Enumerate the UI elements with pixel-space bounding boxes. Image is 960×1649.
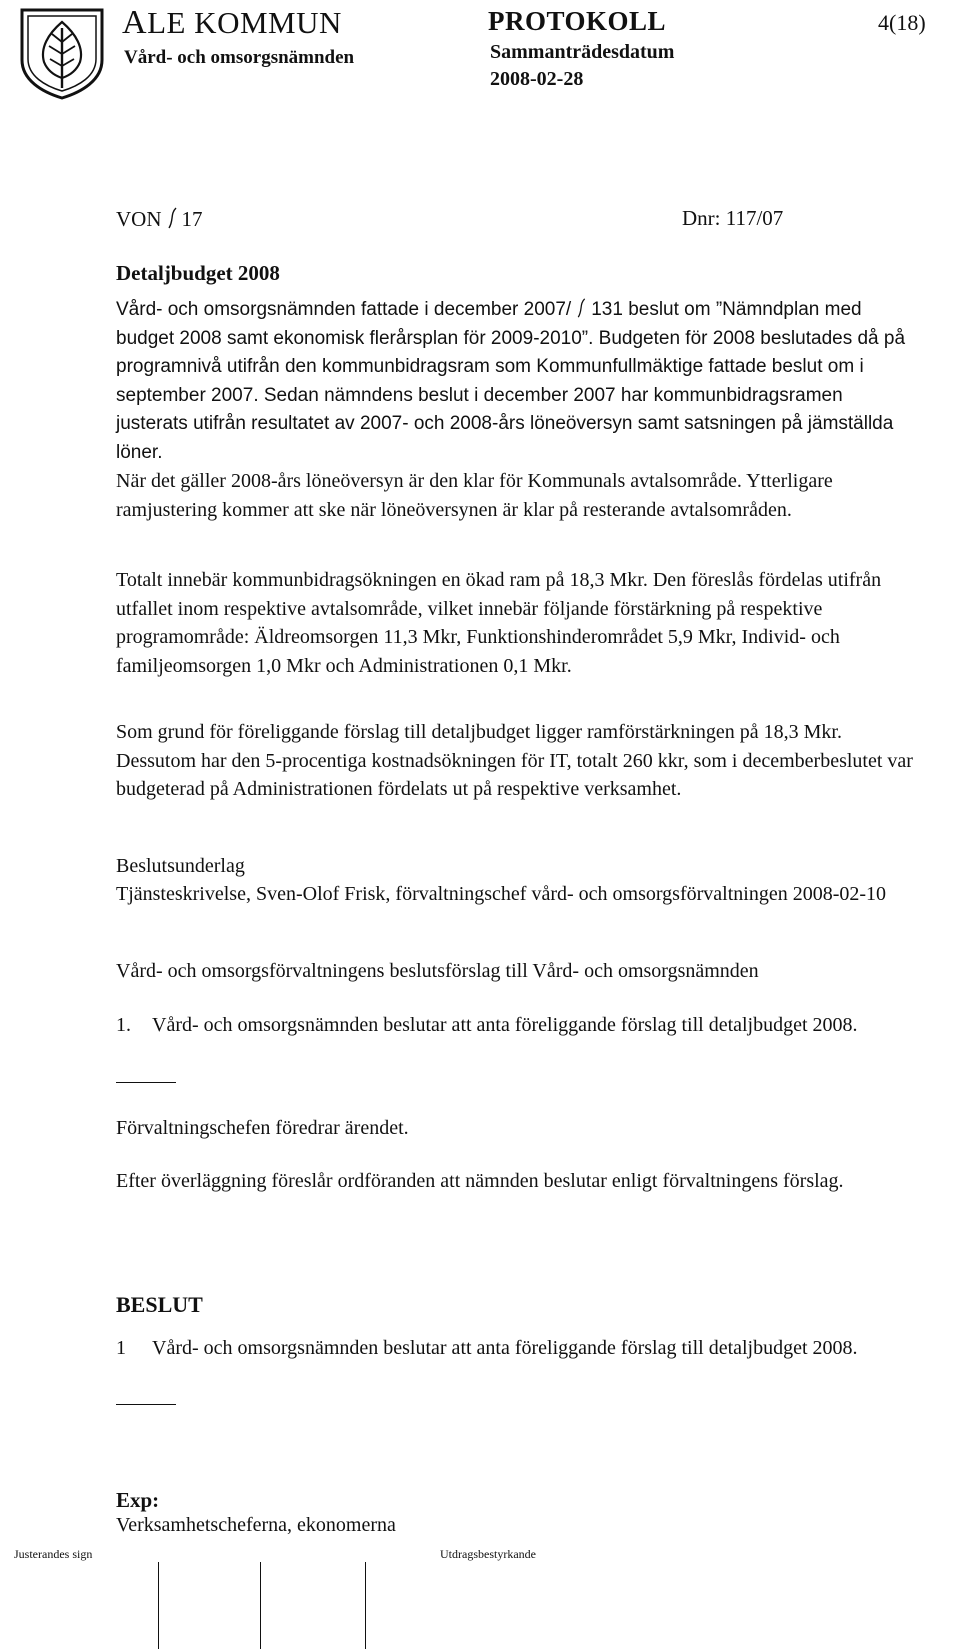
dnr-number: Dnr: 117/07: [682, 206, 784, 230]
basis-document: Tjänsteskrivelse, Sven-Olof Frisk, förvaltningschef vård- och omsorgsförvaltningen 2008-02-10: [116, 883, 887, 905]
decision-item-text: Vård- och omsorgsnämnden beslutar att anta föreliggande förslag till detaljbudget 2008.: [152, 1337, 858, 1359]
salary-review-paragraph: När det gäller 2008-års löneöversyn är den klar för Kommunals avtalsområde. Ytterligare ramjustering kommer att ske när löneöversynen är klar på resterande avtalsområden.: [116, 470, 833, 521]
presentation-line: Förvaltningschefen föredrar ärendet.: [116, 1117, 409, 1139]
municipality-crest-icon: [14, 4, 110, 100]
signature-box-divider: [158, 1562, 159, 1649]
municipality-name: ALE KOMMUN: [122, 4, 342, 41]
proposal-item-number: 1.: [116, 1014, 131, 1036]
justering-sign-label: Justerandes sign: [14, 1547, 93, 1561]
signature-box-divider: [365, 1562, 366, 1649]
decision-item-number: 1: [116, 1337, 126, 1359]
basis-paragraph: Som grund för föreliggande förslag till detaljbudget ligger ramförstärkningen på 18,3 Mkr. Dessutom har den 5-procentiga kostnadsökningen för IT, totalt 260 kkr, som i decemberbeslutet var budgeterad på Administrationen fördelats ut på respektive verksamhet.: [116, 721, 913, 800]
exp-recipients: Verksamhetscheferna, ekonomerna: [116, 1514, 396, 1536]
proposal-item: [116, 1011, 916, 1040]
meeting-date-label: Sammanträdesdatum: [490, 41, 675, 63]
case-reference: VON 17: [116, 207, 203, 231]
decision-heading: BESLUT: [116, 1292, 203, 1317]
intro-paragraph: Vård- och omsorgsnämnden fattade i december 2007/ 131 beslut om ”Nämndplan med budget 2008 samt ekonomisk flerårsplan för 2009-2010”. Budgeten för 2008 beslutades då på programnivå utifrån den kommunbidragsram som Kommunfullmäktige fattade beslut om i september 2007. Sedan nämndens beslut i december 2007 har kommunbidragsramen justerats utifrån resultatet av 2007- och 2008-års löneöversyn samt satsningen på jämställda löner.: [116, 299, 906, 463]
page-number: 4(18): [878, 10, 926, 35]
proposal-heading: Vård- och omsorgsförvaltningens beslutsförslag till Vård- och omsorgsnämnden: [116, 960, 759, 982]
board-name: Vård- och omsorgsnämnden: [124, 47, 355, 68]
document-type: PROTOKOLL: [488, 6, 667, 36]
meeting-date: 2008-02-28: [490, 68, 584, 90]
total-paragraph: Totalt innebär kommunbidragsökningen en ökad ram på 18,3 Mkr. Den föreslås fördelas utifrån utfallet inom respektive avtalsområde, vilket innebär följande förstärkning på respektive programområde: Äldreomsorgen 11,3 Mkr, Funktionshinderområdet 5,9 Mkr, Individ- och familjeomsorgen 1,0 Mkr och Administrationen 0,1 Mkr.: [116, 569, 882, 677]
signature-box-divider: [260, 1562, 261, 1649]
extract-certification-label: Utdragsbestyrkande: [440, 1547, 536, 1561]
section-mark-icon: [166, 206, 178, 230]
exp-label: Exp:: [116, 1488, 160, 1512]
section-mark-icon: [575, 297, 587, 319]
divider: [116, 1082, 176, 1083]
basis-heading: Beslutsunderlag: [116, 855, 245, 877]
proposal-item-text: Vård- och omsorgsnämnden beslutar att anta föreliggande förslag till detaljbudget 2008.: [152, 1014, 858, 1036]
decision-item: [116, 1334, 916, 1363]
case-title: Detaljbudget 2008: [116, 261, 280, 285]
divider: [116, 1404, 176, 1405]
deliberation-paragraph: Efter överläggning föreslår ordföranden att nämnden beslutar enligt förvaltningens förslag.: [116, 1170, 844, 1192]
